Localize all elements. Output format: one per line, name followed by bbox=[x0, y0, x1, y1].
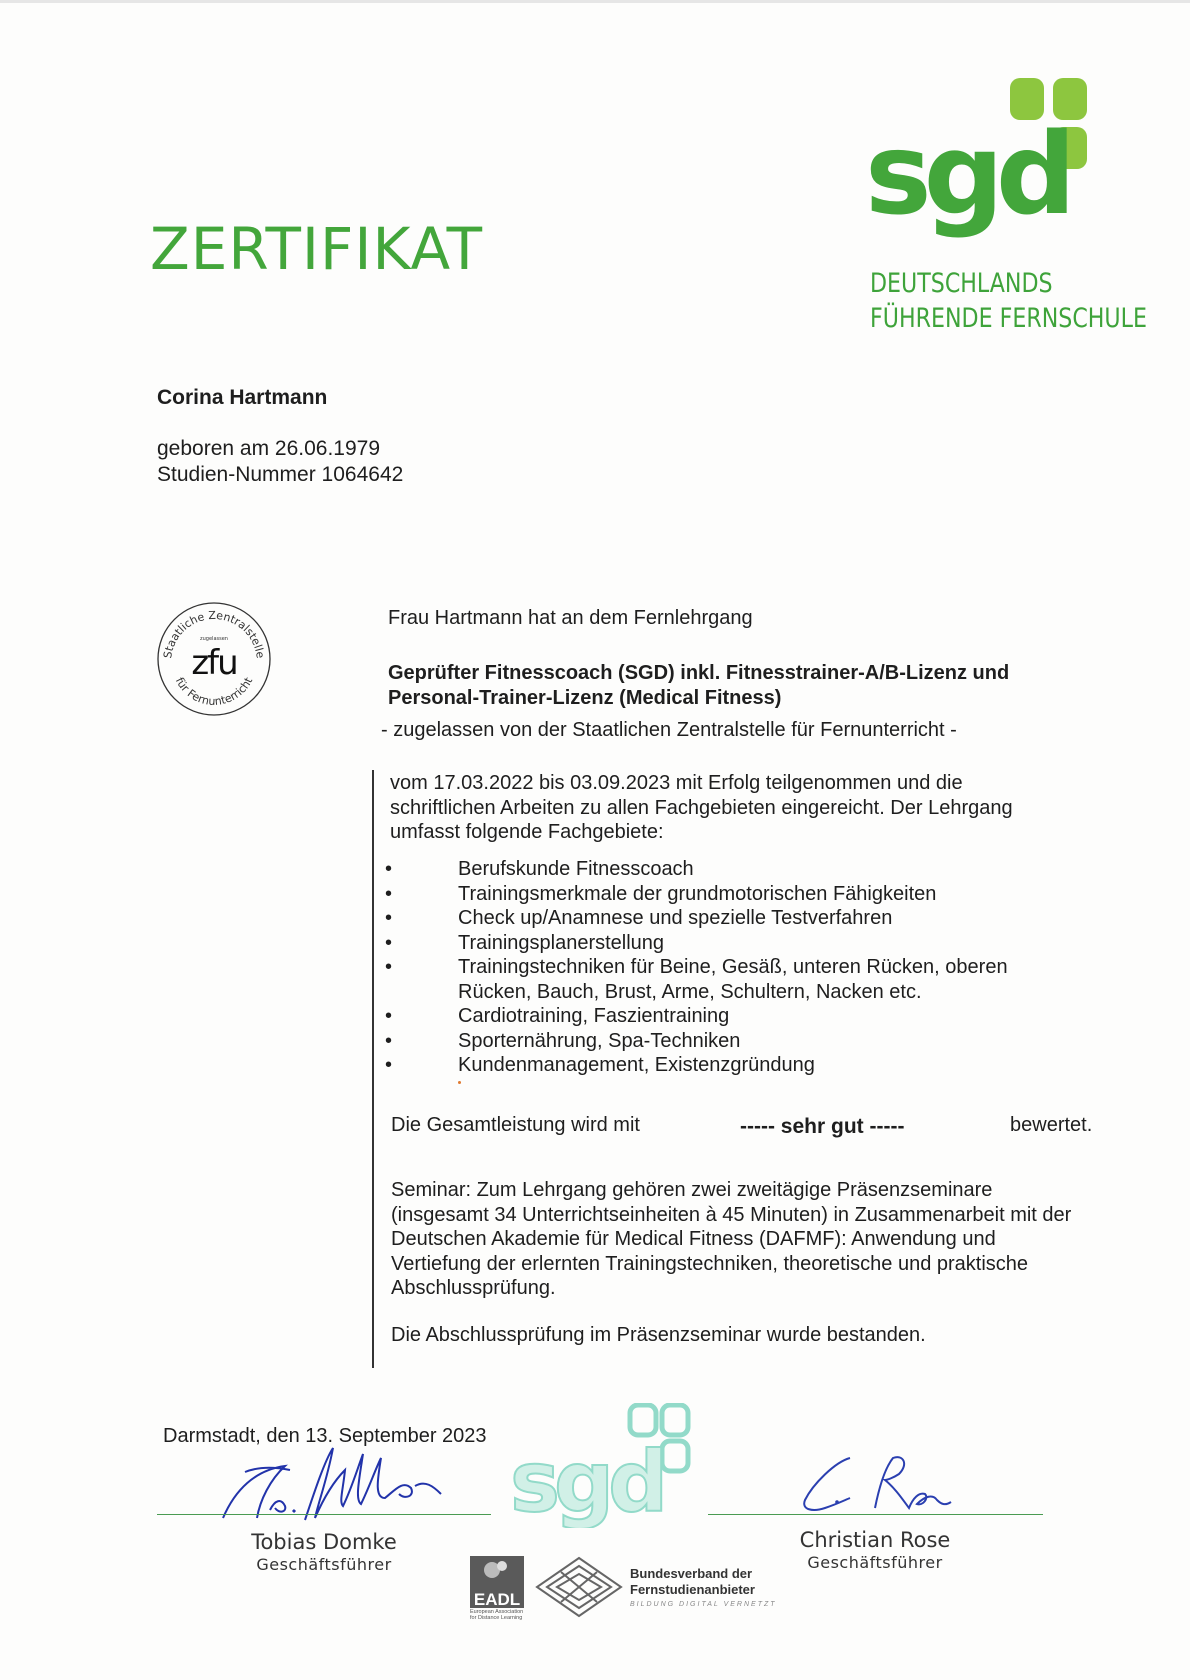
subject-list bbox=[385, 857, 1085, 1078]
left-margin-line bbox=[372, 770, 374, 1368]
course-title-line-2: Personal-Trainer-Lizenz (Medical Fitness) bbox=[388, 686, 782, 709]
ink-speck bbox=[458, 1081, 461, 1084]
course-title bbox=[388, 661, 1108, 710]
seminar-line-2: (insgesamt 34 Unterrichtseinheiten à 45 Minuten) in Zusammenarbeit mit der bbox=[391, 1203, 1072, 1226]
signature-tobias-domke bbox=[215, 1440, 445, 1525]
signer-1-name: Tobias Domke bbox=[251, 1530, 397, 1554]
grade-value: ----- sehr gut ----- bbox=[740, 1115, 905, 1138]
subject-text: Trainingsplanerstellung bbox=[458, 931, 665, 954]
seminar-line-5: Abschlussprüfung. bbox=[391, 1277, 556, 1299]
signer-1-role: Geschäftsführer bbox=[256, 1555, 392, 1574]
bullet: • bbox=[385, 931, 393, 954]
seal-bottom-text: für Fernunterricht bbox=[172, 675, 256, 709]
subject-text: Trainingsmerkmale der grundmotorischen Fähigkeiten bbox=[458, 882, 937, 905]
bullet: • bbox=[385, 1054, 393, 1076]
period-line-2: schriftlichen Arbeiten zu allen Fachgebieten eingereicht. Der Lehrgang bbox=[390, 796, 1013, 819]
bullet: • bbox=[385, 1005, 393, 1027]
signature-line-right bbox=[708, 1514, 1043, 1515]
subject-text: Cardiotraining, Faszientraining bbox=[458, 1005, 730, 1027]
seminar-line-3: Deutschen Akademie für Medical Fitness (DAFMF): Anwendung und bbox=[391, 1228, 996, 1250]
zfu-seal bbox=[155, 600, 273, 718]
signer-2-role: Geschäftsführer bbox=[807, 1553, 943, 1572]
subject-text: Trainingstechniken für Beine, Gesäß, unteren Rücken, oberen Rücken, Bauch, Brust, Arme, Schultern, Nacken etc. bbox=[458, 956, 1008, 1003]
bundesverband-slogan: BILDUNG DIGITAL VERNETZT bbox=[630, 1601, 777, 1608]
student-number: Studien-Nummer 1064642 bbox=[157, 463, 404, 486]
signer-2-name: Christian Rose bbox=[799, 1528, 951, 1552]
list-item bbox=[385, 857, 1085, 882]
list-item bbox=[385, 1029, 1085, 1054]
student-name: Corina Hartmann bbox=[157, 386, 328, 409]
bundesverband-name bbox=[630, 1566, 755, 1598]
subject-text: Check up/Anamnese und spezielle Testverfahren bbox=[458, 907, 893, 929]
list-item bbox=[385, 906, 1085, 931]
bundesverband-logo bbox=[531, 1556, 627, 1618]
list-item bbox=[385, 1004, 1085, 1029]
period-line-1: vom 17.03.2022 bis 03.09.2023 mit Erfolg teilgenommen und die bbox=[390, 772, 963, 794]
school-tagline bbox=[870, 266, 1147, 336]
seminar-line-4: Vertiefung der erlernten Trainingstechniken, theoretische und praktische bbox=[391, 1252, 1029, 1275]
signature-christian-rose bbox=[795, 1448, 955, 1518]
page-top-edge bbox=[0, 0, 1190, 3]
seminar-line-1: Seminar: Zum Lehrgang gehören zwei zweitägige Präsenzseminare bbox=[391, 1179, 993, 1201]
stamp-text: sgd bbox=[510, 1433, 663, 1528]
period-line-3: umfasst folgende Fachgebiete: bbox=[390, 821, 664, 843]
bundesverband-line-2: Fernstudienanbieter bbox=[630, 1582, 755, 1597]
subject-text: Kundenmanagement, Existenzgründung bbox=[458, 1054, 815, 1076]
bullet: • bbox=[385, 858, 393, 880]
seal-top-text: Staatliche Zentralstelle bbox=[161, 608, 267, 660]
sgd-logo-text: sgd bbox=[865, 110, 1069, 240]
list-item bbox=[385, 1053, 1085, 1078]
eadl-subtitle: European Association for Distance Learning bbox=[470, 1609, 524, 1621]
seminar-paragraph bbox=[391, 1178, 1131, 1301]
seal-center-text: zfu bbox=[191, 643, 237, 683]
place-date: Darmstadt, den 13. September 2023 bbox=[163, 1425, 487, 1447]
signature-line-left bbox=[157, 1514, 491, 1515]
bullet: • bbox=[385, 1029, 393, 1052]
course-intro: Frau Hartmann hat an dem Fernlehrgang bbox=[388, 607, 753, 629]
list-item bbox=[385, 931, 1085, 956]
bullet: • bbox=[385, 956, 393, 978]
sgd-logo bbox=[865, 78, 1115, 253]
period-paragraph bbox=[390, 771, 1090, 845]
eadl-label: EADL bbox=[473, 1590, 521, 1609]
grade-prefix: Die Gesamtleistung wird mit bbox=[391, 1114, 640, 1136]
bullet: • bbox=[385, 882, 393, 905]
grade-suffix: bewertet. bbox=[1010, 1114, 1093, 1136]
bullet: • bbox=[385, 907, 393, 929]
approval-note: - zugelassen von der Staatlichen Zentralstelle für Fernunterricht - bbox=[381, 719, 957, 741]
certificate-title: ZERTIFIKAT bbox=[150, 215, 484, 283]
birth-date: geboren am 26.06.1979 bbox=[157, 437, 381, 460]
course-title-line-1: Geprüfter Fitnesscoach (SGD) inkl. Fitnesstrainer-A/B-Lizenz und bbox=[388, 662, 1010, 684]
tagline-line-2: FÜHRENDE FERNSCHULE bbox=[870, 303, 1147, 334]
subject-text: Berufskunde Fitnesscoach bbox=[458, 858, 694, 880]
sgd-stamp bbox=[510, 1403, 710, 1528]
exam-result: Die Abschlussprüfung im Präsenzseminar wurde bestanden. bbox=[391, 1324, 926, 1346]
subject-text: Sporternährung, Spa-Techniken bbox=[458, 1029, 741, 1052]
list-item bbox=[385, 955, 1078, 1004]
seal-small-text: zugelassen bbox=[200, 636, 228, 642]
list-item bbox=[385, 882, 1085, 907]
tagline-line-1: DEUTSCHLANDS bbox=[870, 268, 1053, 299]
bundesverband-line-1: Bundesverband der bbox=[630, 1566, 753, 1581]
